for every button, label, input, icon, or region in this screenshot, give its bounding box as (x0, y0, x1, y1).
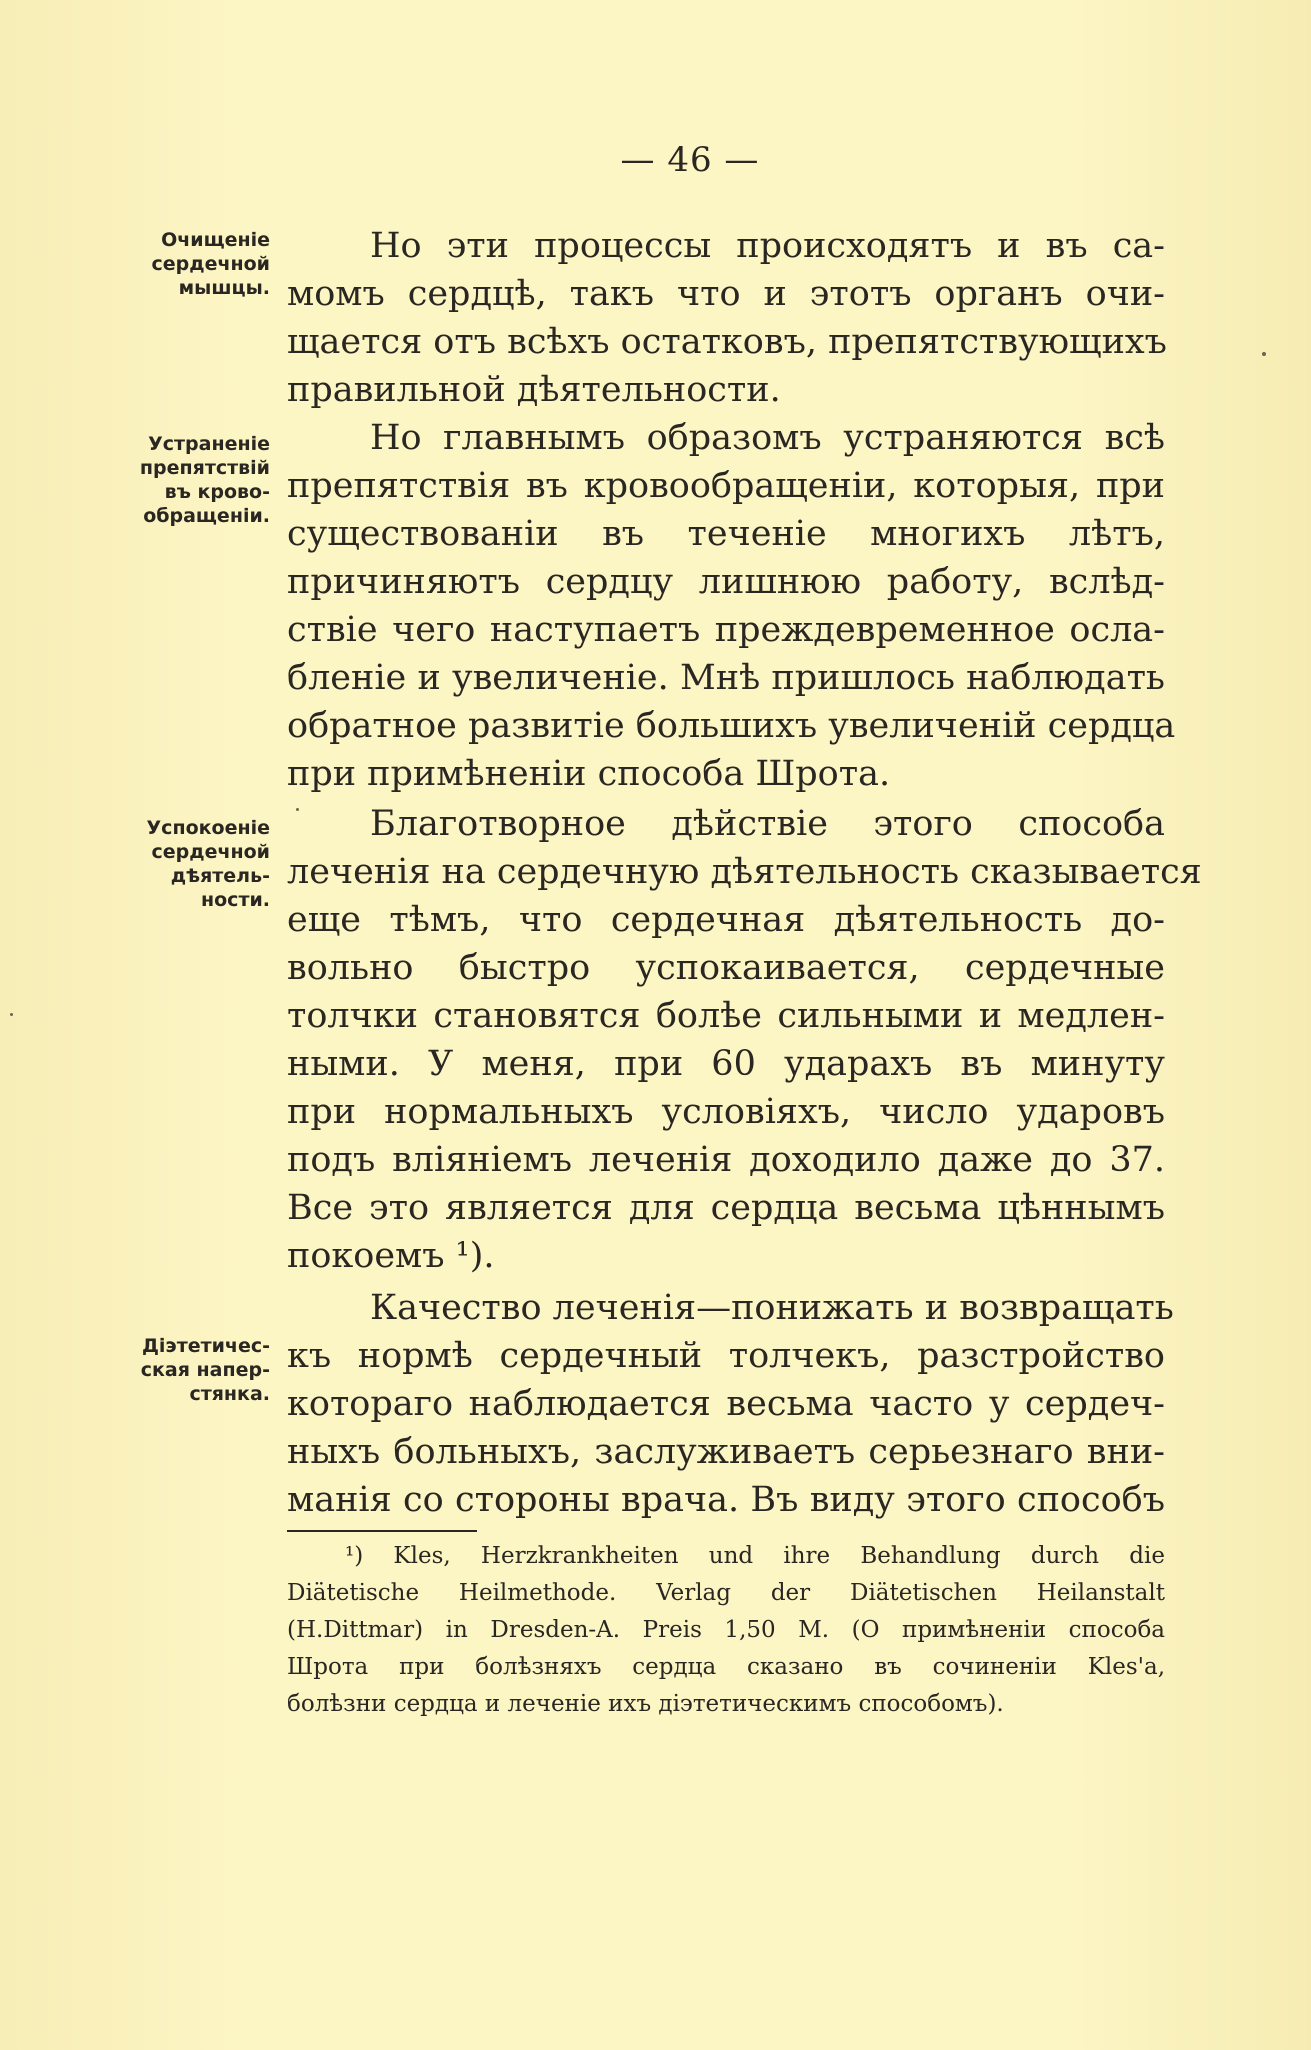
paragraph-2-line: бленіе и увеличеніе. Мнѣ пришлось наблюдать (287, 658, 1165, 698)
paragraph-4-line: ныхъ больныхъ, заслуживаетъ серьезнаго вни- (287, 1432, 1165, 1472)
paragraph-3-line: Все это является для сердца весьма цѣннымъ (287, 1188, 1165, 1228)
margin-note-line: сердечной (151, 841, 270, 863)
margin-note-obstacles (100, 432, 270, 528)
margin-note-line: сердечной (151, 253, 270, 275)
page-number: — 46 — (620, 140, 760, 180)
paragraph-2-line: препятствія въ кровообращеніи, которыя, при (287, 466, 1165, 506)
margin-note-line: Очищеніе (161, 229, 270, 251)
paragraph-2-line: существованіи въ теченіе многихъ лѣтъ, (287, 514, 1165, 554)
margin-note-line: мышцы. (178, 277, 270, 299)
paragraph-1-line: Но эти процессы происходятъ и въ са- (370, 226, 1165, 266)
paragraph-3-line: еще тѣмъ, что сердечная дѣятельность до- (287, 900, 1165, 940)
paragraph-3-line: покоемъ ¹). (287, 1236, 495, 1276)
paragraph-4-line: къ нормѣ сердечный толчекъ, разстройство (287, 1336, 1165, 1376)
paragraph-3-line: вольно быстро успокаивается, сердечные (287, 948, 1165, 988)
paragraph-3-line: толчки становятся болѣе сильными и медлен- (287, 996, 1165, 1036)
footnote-separator (287, 1530, 477, 1532)
margin-note-line: Устраненіе (148, 433, 270, 455)
margin-note-foxglove (100, 1334, 270, 1406)
paragraph-3-line: при нормальныхъ условіяхъ, число ударовъ (287, 1092, 1165, 1132)
paragraph-2-line: Но главнымъ образомъ устраняются всѣ (370, 418, 1165, 458)
margin-note-line: ности. (201, 889, 270, 911)
scan-speck (1262, 352, 1266, 356)
margin-note-cleansing (100, 228, 270, 300)
paragraph-4-line: котораго наблюдается весьма часто у сердеч- (287, 1384, 1165, 1424)
scan-speck (296, 808, 299, 811)
paragraph-2-line: при примѣненіи способа Шрота. (287, 754, 891, 794)
paragraph-3-line: Благотворное дѣйствіе этого способа (370, 804, 1165, 844)
footnote-line: Diätetische Heilmethode. Verlag der Diätetischen Heilanstalt (287, 1580, 1165, 1606)
paragraph-2-line: обратное развитіе большихъ увеличеній сердца (287, 706, 1176, 746)
footnote-line: Шрота при болѣзняхъ сердца сказано въ сочиненіи Kles'a, (287, 1654, 1165, 1680)
footnote-line: (H.Dittmar) in Dresden-A. Preis 1,50 M. (О примѣненіи способа (287, 1617, 1165, 1643)
margin-note-line: обращеніи. (143, 505, 270, 527)
margin-note-line: Діэтетичес- (142, 1335, 270, 1357)
footnote-line: болѣзни сердца и леченіе ихъ діэтетическимъ способомъ). (287, 1691, 1004, 1717)
margin-note-calming (100, 816, 270, 912)
paragraph-3-line: подъ вліяніемъ леченія доходило даже до 37. (287, 1140, 1165, 1180)
paragraph-4-line: Качество леченія—понижать и возвращать (370, 1288, 1174, 1328)
paragraph-2-line: причиняютъ сердцу лишнюю работу, вслѣд- (287, 562, 1165, 602)
scan-speck (10, 1013, 13, 1016)
paragraph-1-line: момъ сердцѣ, такъ что и этотъ органъ очи- (287, 274, 1165, 314)
paragraph-3-line: леченія на сердечную дѣятельность сказывается (287, 852, 1202, 892)
margin-note-line: стянка. (189, 1383, 270, 1405)
margin-note-line: ская напер- (140, 1359, 270, 1381)
paragraph-1-line: правильной дѣятельности. (287, 370, 781, 410)
paragraph-2-line: ствіе чего наступаетъ преждевременное осла- (287, 610, 1165, 650)
margin-note-line: въ крово- (164, 481, 270, 503)
margin-note-line: препятствій (139, 457, 270, 479)
paragraph-1-line: щается отъ всѣхъ остатковъ, препятствующихъ (287, 322, 1167, 362)
paragraph-4-line: манія со стороны врача. Въ виду этого способъ (287, 1480, 1165, 1520)
margin-note-line: Успокоеніе (146, 817, 270, 839)
paragraph-3-line: ными. У меня, при 60 ударахъ въ минуту (287, 1044, 1165, 1084)
margin-note-line: дѣятель- (170, 865, 270, 887)
footnote-line: ¹) Kles, Herzkrankheiten und ihre Behandlung durch die (345, 1543, 1165, 1569)
